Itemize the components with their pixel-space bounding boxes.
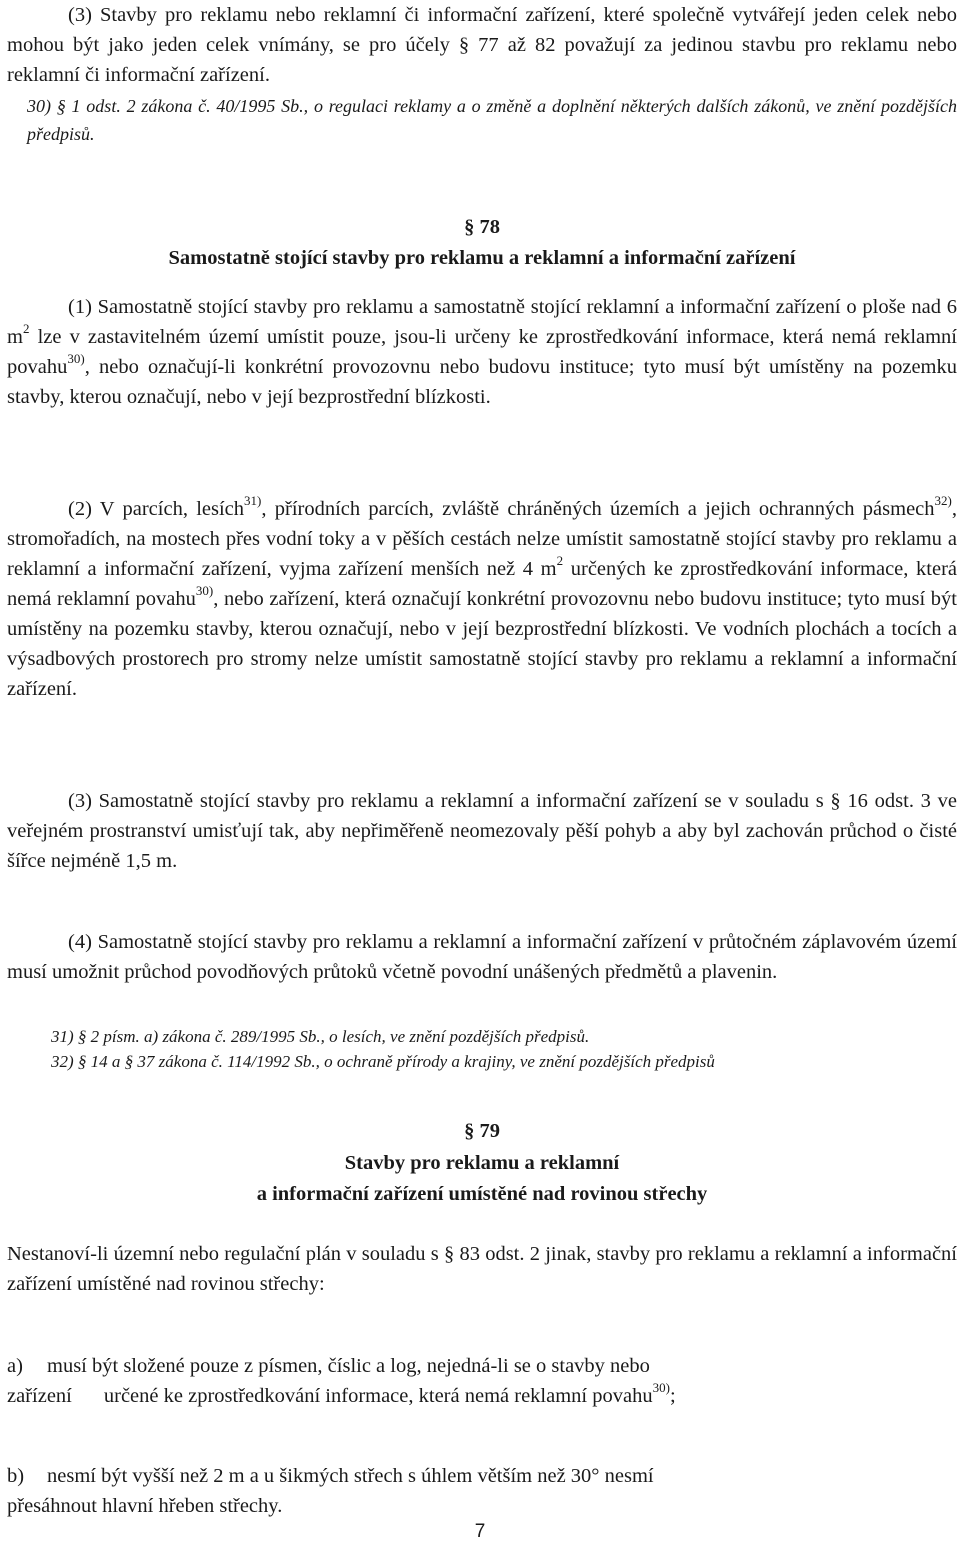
list-item-a-line-1: a) musí být složené pouze z písmen, číslic a log, nejedná-li se o stavby nebo [7,1351,957,1381]
page-number: 7 [474,1521,486,1542]
paragraph-78-2: (2) V parcích, lesích$^{31)}$, přírodních parcích, zvláště chráněných územích a jejich ochranných pásmech$^{32)}$, stromořadích, na mostech přes vodní toky a v pěších cestách nelze umístit samostatně stojící stavby pro reklamu a reklamní a informační zařízení, vyjma zařízení menších než 4 $m^2$ určených ke zprostředkování informace, která nemá reklamní povahu$^{30)}$, nebo zařízení, která označují konkrétní provozovnu nebo budovu instituce; tyto musí být umístěny na pozemku stavby, kterou označují, nebo v její bezprostřední blízkosti. Ve vodních plochách a tocích a výsadbových prostorech pro stromy nelze umístit samostatně stojící stavby pro reklamu a reklamní a informační zařízení. [7,493,957,700]
footnote-32: 32) § 14 a § 37 zákona č. 114/1992 Sb., o ochraně přírody a krajiny, ve znění pozdějších předpisů [51,1052,715,1071]
footnote-31: 31) § 2 písm. a) zákona č. 289/1995 Sb., o lesích, ve znění pozdějších předpisů. [51,1027,590,1046]
section-78-number: § 78 [464,216,500,238]
list-item-a-line-2: zařízení určené ke zprostředkování informace, která nemá reklamní povahu$^{30)}$; [7,1380,676,1407]
section-79-title-line-2: a informační zařízení umístěné nad rovinou střechy [256,1183,708,1205]
footnote-30: 30) § 1 odst. 2 zákona č. 40/1995 Sb., o regulaci reklamy a o změně a doplnění některých dalších zákonů, ve znění pozdějších předpisů. [27,96,957,144]
list-label-b: b) [7,1465,25,1487]
list-item-a [7,1351,957,1411]
section-79-intro: Nestanoví-li územní nebo regulační plán v souladu s § 83 odst. 2 jinak, stavby pro reklamu a reklamní a informační zařízení umístěné nad rovinou střechy: [7,1243,957,1295]
section-79-number: § 79 [464,1120,500,1142]
paragraph-78-4: (4) Samostatně stojící stavby pro reklamu a reklamní a informační zařízení v průtočném záplavovém území musí umožnit průchod povodňových průtoků včetně povodní unášených předmětů a plavenin. [7,931,957,983]
paragraph-stavby-celek: (3) Stavby pro reklamu nebo reklamní či informační zařízení, které společně vytvářejí jeden celek nebo mohou být jako jeden celek vnímány, se pro účely § 77 až 82 považují za jedinou stavbu pro reklamu nebo reklamní či informační zařízení. [7,4,957,86]
section-78-title: Samostatně stojící stavby pro reklamu a reklamní a informační zařízení [168,247,796,269]
list-item-b [7,1461,957,1521]
list-label-a: a) [7,1355,23,1377]
list-item-b-line-1: b) nesmí být vyšší než 2 m a u šikmých střech s úhlem větším než 30° nesmí [7,1461,957,1491]
paragraph-78-1: (1) Samostatně stojící stavby pro reklamu a samostatně stojící reklamní a informační zařízení o ploše nad 6 $m^2$ lze v zastavitelném území umístit pouze, jsou-li určeny ke zprostředkování informace, která nemá reklamní povahu$^{30)}$, nebo označují-li konkrétní provozovnu nebo budovu instituce; tyto musí být umístěny na pozemku stavby, kterou označují, nebo v její bezprostřední blízkosti. [7,296,957,408]
section-79-title-line-1: Stavby pro reklamu a reklamní [344,1152,620,1174]
paragraph-78-3: (3) Samostatně stojící stavby pro reklamu a reklamní a informační zařízení se v souladu s § 16 odst. 3 ve veřejném prostranství umisťují tak, aby nepřiměřeně neomezovaly pěší pohyb a aby byl zachován průchod o čisté šířce nejméně 1,5 m. [7,790,957,872]
list-item-b-line-2: přesáhnout hlavní hřeben střechy. [7,1495,283,1517]
